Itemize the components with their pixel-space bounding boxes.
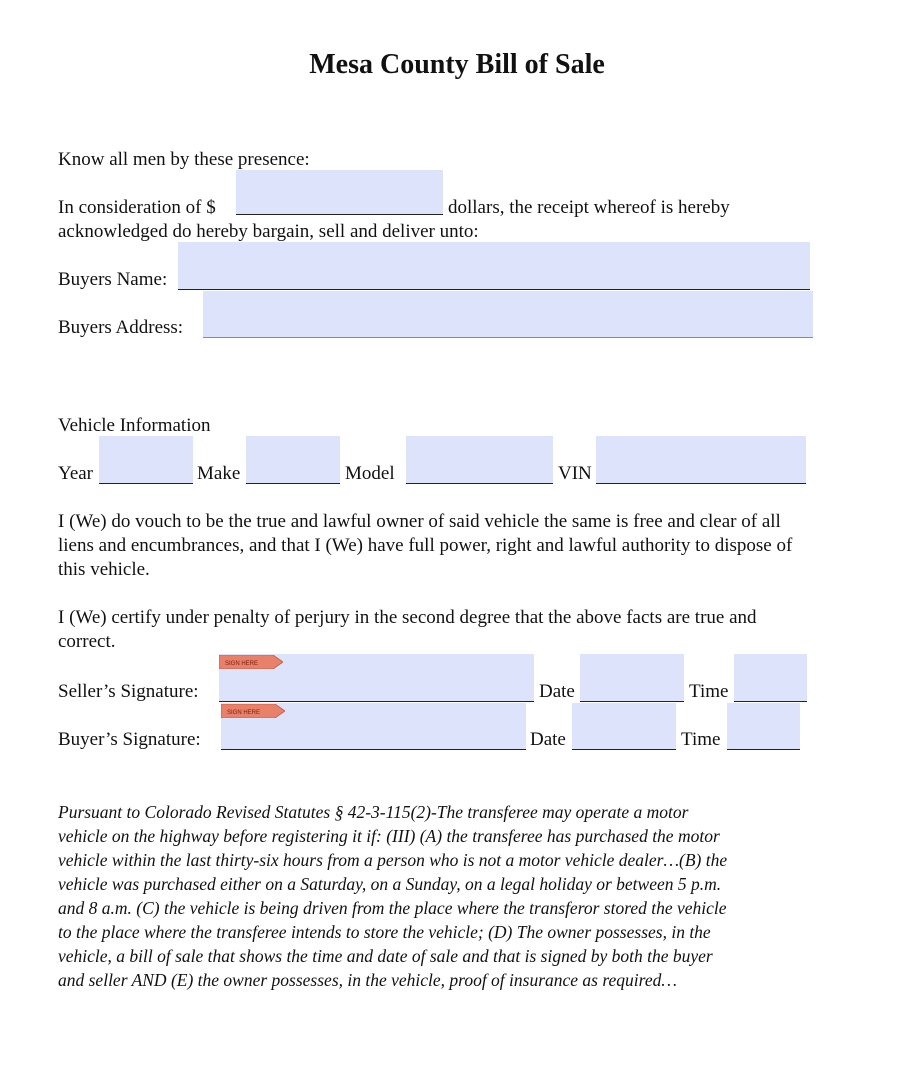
seller-time-label: Time	[689, 681, 729, 702]
certify-line-1: I (We) certify under penalty of perjury in the second degree that the above facts are true and	[58, 607, 757, 628]
buyer-date-field[interactable]	[572, 703, 676, 750]
consideration-suffix: dollars, the receipt whereof is hereby	[448, 197, 730, 218]
buyers-name-field[interactable]	[178, 242, 810, 290]
buyer-time-field[interactable]	[727, 703, 800, 750]
year-field[interactable]	[99, 436, 193, 484]
vouch-line-2: liens and encumbrances, and that I (We) have full power, right and lawful authority to dispose of	[58, 535, 793, 556]
vin-field[interactable]	[596, 436, 806, 484]
statute-line-8: and seller AND (E) the owner possesses, in the vehicle, proof of insurance as required…	[58, 970, 677, 990]
seller-sign-here-flag[interactable]	[219, 655, 283, 669]
statute-line-7: vehicle, a bill of sale that shows the time and date of sale and that is signed by both the buyer	[58, 946, 713, 966]
certify-line-2: correct.	[58, 631, 116, 652]
buyer-sign-here-flag[interactable]	[221, 704, 285, 718]
model-label: Model	[345, 463, 395, 484]
buyer-time-label: Time	[681, 729, 721, 750]
seller-date-label: Date	[539, 681, 575, 702]
statute-line-6: to the place where the transferee intends to store the vehicle; (D) The owner possesses, in the	[58, 922, 711, 942]
buyers-address-label: Buyers Address:	[58, 317, 184, 338]
make-label: Make	[197, 463, 241, 484]
statute-line-4: vehicle was purchased either on a Saturday, on a Sunday, on a legal holiday or between 5 p.m.	[58, 874, 722, 894]
consideration-line2: acknowledged do hereby bargain, sell and deliver unto:	[58, 221, 479, 242]
seller-sign-flag-text: SIGN HERE	[225, 661, 259, 667]
page-title: Mesa County Bill of Sale	[309, 49, 605, 80]
statute-line-3: vehicle within the last thirty-six hours from a person who is not a motor vehicle dealer…(B) the	[58, 850, 728, 870]
seller-signature-label: Seller’s Signature:	[58, 681, 199, 702]
vehicle-info-heading: Vehicle Information	[58, 415, 211, 436]
year-label: Year	[58, 463, 94, 484]
vin-label: VIN	[558, 463, 592, 484]
statute-line-5: and 8 a.m. (C) the vehicle is being driven from the place where the transferor stored the vehicle	[58, 898, 727, 918]
consideration-amount-field[interactable]	[236, 170, 443, 215]
seller-time-field[interactable]	[734, 654, 807, 702]
vouch-line-3: this vehicle.	[58, 559, 150, 580]
vouch-line-1: I (We) do vouch to be the true and lawful owner of said vehicle the same is free and clear of all	[58, 511, 781, 532]
buyer-signature-label: Buyer’s Signature:	[58, 729, 201, 750]
buyers-address-field[interactable]	[203, 291, 813, 338]
model-field[interactable]	[406, 436, 553, 484]
statute-line-2: vehicle on the highway before registering it if: (III) (A) the transferee has purchased the motor	[58, 826, 720, 846]
buyer-date-label: Date	[530, 729, 566, 750]
consideration-prefix: In consideration of $	[58, 197, 216, 218]
buyers-name-label: Buyers Name:	[58, 269, 168, 290]
seller-date-field[interactable]	[580, 654, 684, 702]
statute-line-1: Pursuant to Colorado Revised Statutes § 42-3-115(2)-The transferee may operate a motor	[58, 802, 689, 822]
make-field[interactable]	[246, 436, 340, 484]
intro-text: Know all men by these presence:	[58, 149, 310, 170]
buyer-sign-flag-text: SIGN HERE	[227, 710, 261, 716]
